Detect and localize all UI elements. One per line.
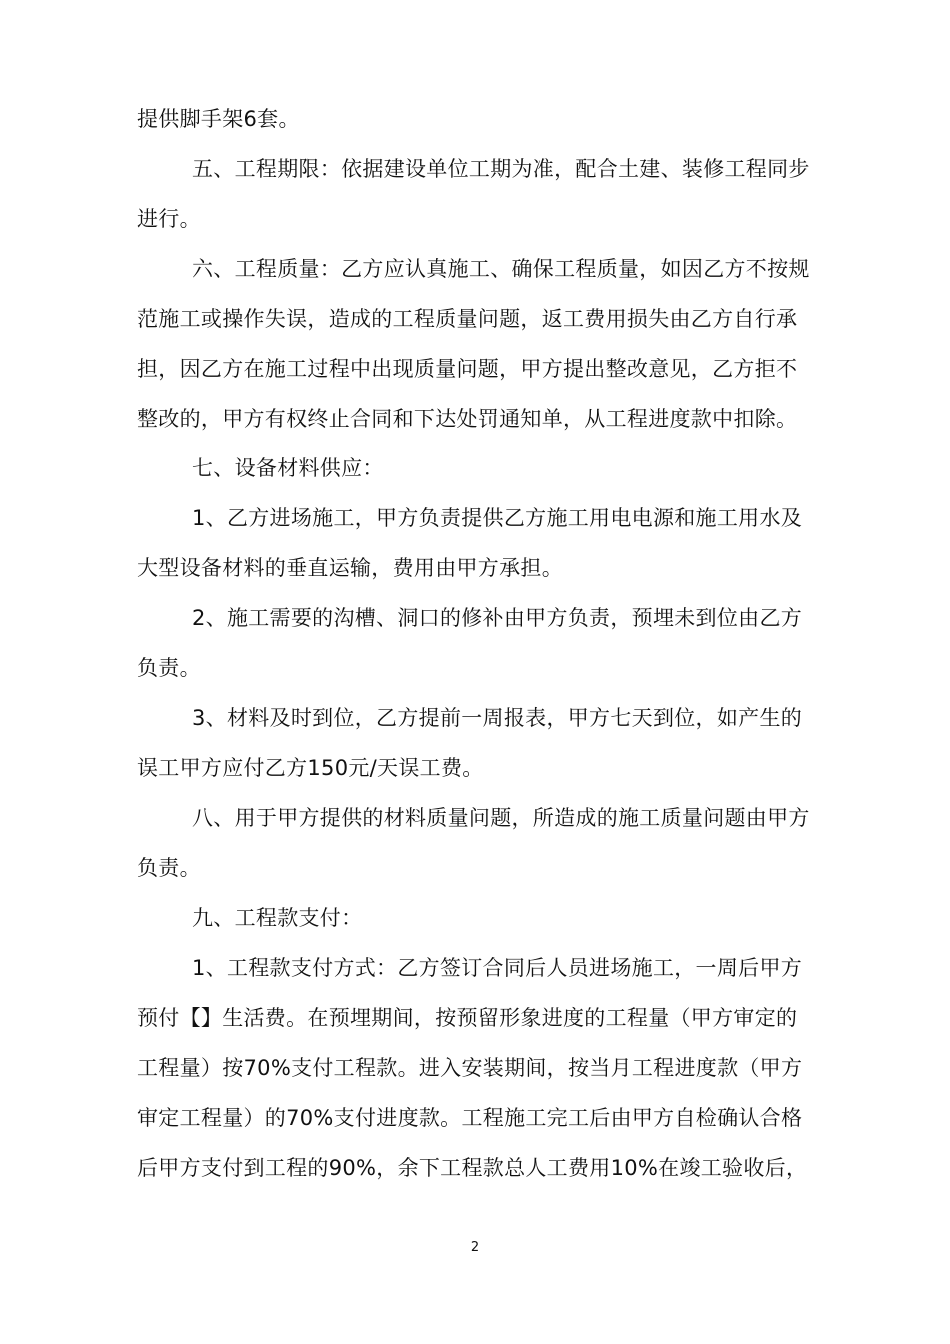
text-line: 后甲方支付到工程的90%，余下工程款总人工费用10%在竣工验收后，	[137, 1156, 808, 1180]
page-number: 2	[470, 1240, 480, 1255]
text-line: 1、乙方进场施工，甲方负责提供乙方施工用电电源和施工用水及	[192, 506, 803, 530]
text-line: 六、工程质量：乙方应认真施工、确保工程质量，如因乙方不按规	[192, 257, 810, 281]
text-line: 提供脚手架6套。	[137, 107, 300, 131]
text-line: 负责。	[137, 656, 201, 680]
text-line: 担，因乙方在施工过程中出现质量问题，甲方提出整改意见，乙方拒不	[137, 357, 798, 381]
text-line: 七、设备材料供应：	[192, 456, 384, 480]
text-line: 八、用于甲方提供的材料质量问题，所造成的施工质量问题由甲方	[192, 806, 810, 830]
text-line: 范施工或操作失误，造成的工程质量问题，返工费用损失由乙方自行承	[137, 307, 798, 331]
text-line: 五、工程期限：依据建设单位工期为准，配合土建、装修工程同步	[192, 157, 810, 181]
text-line: 负责。	[137, 856, 201, 880]
text-line: 误工甲方应付乙方150元/天误工费。	[137, 756, 484, 780]
text-line: 工程量）按70%支付工程款。进入安装期间，按当月工程进度款（甲方	[137, 1056, 803, 1080]
text-line: 预付【】生活费。在预埋期间，按预留形象进度的工程量（甲方审定的	[137, 1006, 798, 1030]
text-line: 2、施工需要的沟槽、洞口的修补由甲方负责，预埋未到位由乙方	[192, 606, 803, 630]
text-line: 进行。	[137, 207, 201, 231]
text-line: 3、材料及时到位，乙方提前一周报表，甲方七天到位，如产生的	[192, 706, 803, 730]
text-line: 审定工程量）的70%支付进度款。工程施工完工后由甲方自检确认合格	[137, 1106, 803, 1130]
text-line: 整改的，甲方有权终止合同和下达处罚通知单，从工程进度款中扣除。	[137, 407, 798, 431]
text-line: 九、工程款支付：	[192, 906, 363, 930]
text-line: 大型设备材料的垂直运输，费用由甲方承担。	[137, 556, 563, 580]
text-line: 1、工程款支付方式：乙方签订合同后人员进场施工，一周后甲方	[192, 956, 803, 980]
